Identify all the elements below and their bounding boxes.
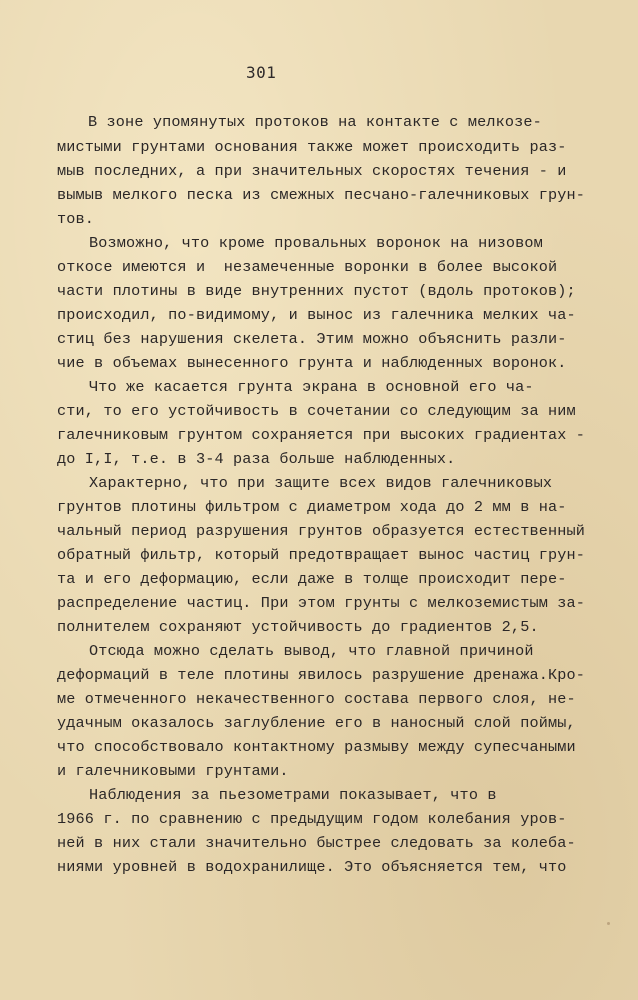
text-line: чальный период разрушения грунтов образуется естественный <box>57 522 586 540</box>
text-line: Отсюда можно сделать вывод, что главной причиной <box>89 642 534 660</box>
text-line: распределение частиц. При этом грунты с мелкоземистым за- <box>57 594 586 612</box>
page-number: 301 <box>246 63 277 82</box>
text-line: сти, то его устойчивость в сочетании со следующим за ним <box>57 402 576 420</box>
text-line: Возможно, что кроме провальных воронок на низовом <box>89 234 543 252</box>
text-line: и галечниковыми грунтами. <box>57 762 289 780</box>
text-line: чие в объемах вынесенного грунта и наблюденных воронок. <box>57 354 567 372</box>
text-line: происходил, по-видимому, и вынос из галечника мелких ча- <box>57 306 576 324</box>
text-line: части плотины в виде внутренних пустот (вдоль протоков); <box>57 282 576 300</box>
text-line: галечниковым грунтом сохраняется при высоких градиентах - <box>57 426 586 444</box>
text-line: ниями уровней в водохранилище. Это объясняется тем, что <box>57 858 567 876</box>
text-line: стиц без нарушения скелета. Этим можно объяснить разли- <box>57 330 567 348</box>
text-line: вымыв мелкого песка из смежных песчано-галечниковых грун- <box>57 186 586 204</box>
text-line: полнителем сохраняют устойчивость до градиентов 2,5. <box>57 618 539 636</box>
text-line: 1966 г. по сравнению с предыдущим годом колебания уров- <box>57 810 567 828</box>
text-line: мыв последних, а при значительных скоростях течения - и <box>57 162 567 180</box>
text-line: Наблюдения за пьезометрами показывает, что в <box>89 786 497 804</box>
text-line: что способствовало контактному размыву между супесчаными <box>57 738 576 756</box>
paper-spot <box>607 922 610 925</box>
text-line: мистыми грунтами основания также может происходить раз- <box>57 138 567 156</box>
text-line: удачным оказалось заглубление его в наносный слой поймы, <box>57 714 576 732</box>
text-line: откосе имеются и незамеченные воронки в более высокой <box>57 258 558 276</box>
text-line: ме отмеченного некачественного состава первого слоя, не- <box>57 690 576 708</box>
text-line: обратный фильтр, который предотвращает вынос частиц грун- <box>57 546 586 564</box>
text-line: до I,I, т.е. в 3-4 раза больше наблюденных. <box>57 450 456 468</box>
text-line: та и его деформацию, если даже в толще происходит пере- <box>57 570 567 588</box>
text-line: тов. <box>57 210 95 228</box>
text-line: деформаций в теле плотины явилось разрушение дренажа.Кро- <box>57 666 586 684</box>
text-line: ней в них стали значительно быстрее следовать за колеба- <box>57 834 576 852</box>
text-line: Характерно, что при защите всех видов галечниковых <box>89 474 553 492</box>
text-line: грунтов плотины фильтром с диаметром хода до 2 мм в на- <box>57 498 567 516</box>
text-line: Что же касается грунта экрана в основной его ча- <box>89 378 534 396</box>
text-line: В зоне упомянутых протоков на контакте с мелкозе- <box>88 113 542 131</box>
